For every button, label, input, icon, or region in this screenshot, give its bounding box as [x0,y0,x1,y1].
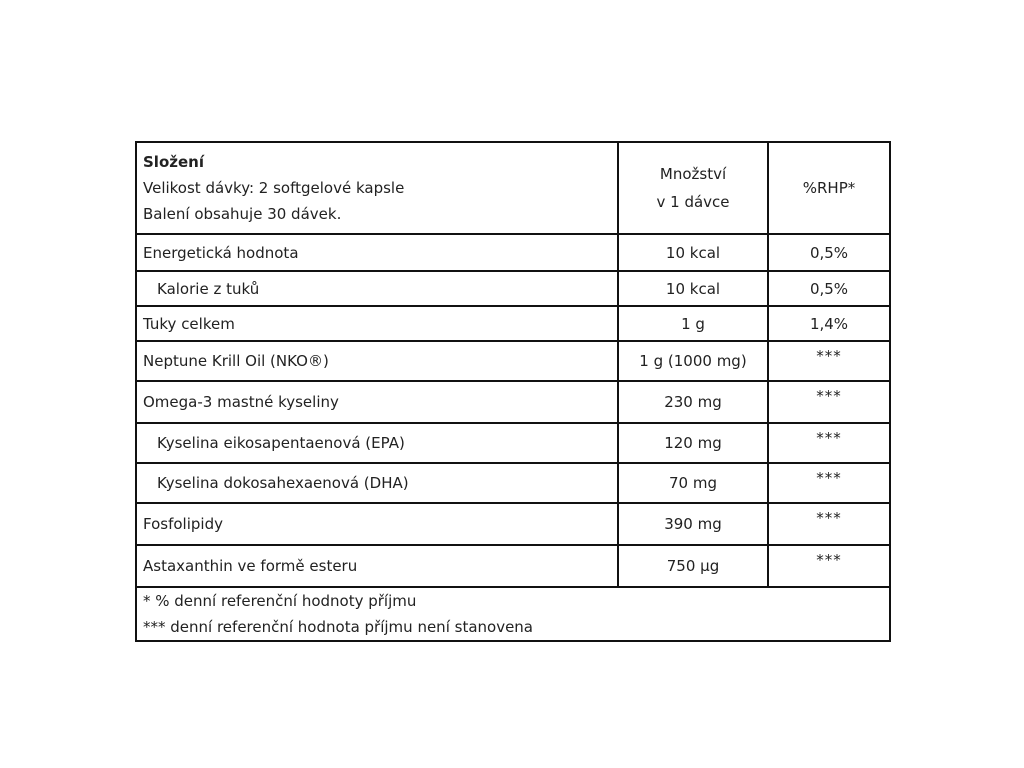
nutrition-table [135,141,891,642]
table-row [136,463,890,503]
nutrient-name: Neptune Krill Oil (NKO®) [136,341,618,381]
table-row [136,423,890,463]
amount-header-cell [618,142,768,234]
nutrient-rhp: *** [768,341,890,381]
nutrient-name: Fosfolipidy [136,503,618,545]
nutrient-rhp: 1,4% [768,306,890,341]
nutrient-rhp: *** [768,463,890,503]
amount-header-line1: Množství [659,165,727,183]
nutrient-amount: 230 mg [618,381,768,423]
table-row [136,341,890,381]
nutrient-rhp: 0,5% [768,234,890,271]
nutrient-rhp: *** [768,423,890,463]
nutrient-rhp: *** [768,545,890,587]
table-row [136,545,890,587]
nutrient-name: Omega-3 mastné kyseliny [136,381,618,423]
nutrient-amount: 70 mg [618,463,768,503]
nutrient-name: Energetická hodnota [136,234,618,271]
nutrient-amount: 1 g [618,306,768,341]
rhp-header-cell: %RHP* [768,142,890,234]
table-header-row [136,142,890,234]
amount-header-line2: v 1 dávce [656,193,730,211]
nutrient-amount: 390 mg [618,503,768,545]
nutrient-rhp: *** [768,503,890,545]
nutrient-amount: 1 g (1000 mg) [618,341,768,381]
nutrient-amount: 10 kcal [618,234,768,271]
table-row [136,271,890,306]
nutrient-name: Kyselina eikosapentaenová (EPA) [136,423,618,463]
nutrient-amount: 10 kcal [618,271,768,306]
nutrient-amount: 120 mg [618,423,768,463]
nutrient-name: Tuky celkem [136,306,618,341]
nutrient-amount: 750 µg [618,545,768,587]
nutrient-name: Kyselina dokosahexaenová (DHA) [136,463,618,503]
nutrient-rhp: *** [768,381,890,423]
table-row [136,306,890,341]
nutrient-rhp: 0,5% [768,271,890,306]
table-row [136,503,890,545]
composition-header-cell [136,142,618,234]
table-row [136,381,890,423]
footnote-cell [136,587,890,641]
composition-title: Složení [143,153,204,171]
serving-size: Velikost dávky: 2 softgelové kapsle [143,179,405,197]
servings-per-pack: Balení obsahuje 30 dávek. [143,205,342,223]
footnote-rhp: * % denní referenční hodnoty příjmu [143,592,417,610]
footnote-row [136,587,890,641]
footnote-not-set: *** denní referenční hodnota příjmu není stanovena [143,618,533,636]
table-row [136,234,890,271]
nutrient-name: Astaxanthin ve formě esteru [136,545,618,587]
nutrient-name: Kalorie z tuků [136,271,618,306]
